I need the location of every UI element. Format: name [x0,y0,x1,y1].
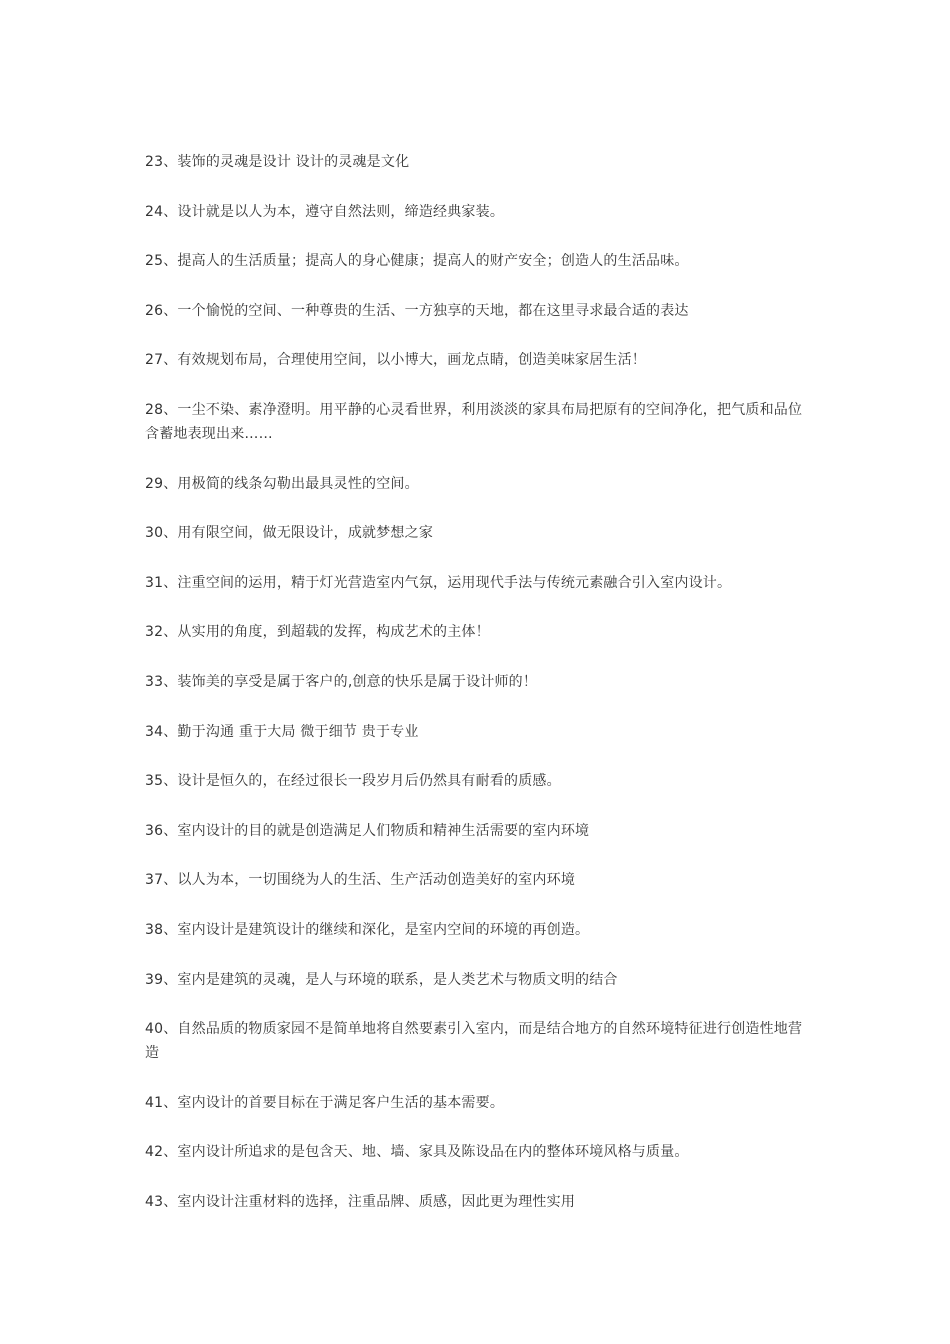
list-item-43: 43、室内设计注重材料的选择，注重品牌、质感，因此更为理性实用 [145,1193,576,1210]
list-item-38: 38、室内设计是建筑设计的继续和深化，是室内空间的环境的再创造。 [145,921,590,938]
list-item-32: 32、从实用的角度，到超载的发挥，构成艺术的主体！ [145,624,490,641]
list-item-41: 41、室内设计的首要目标在于满足客户生活的基本需要。 [145,1094,505,1111]
list-item-40: 40、自然品质的物质家园不是简单地将自然要素引入室内，而是结合地方的自然环境特征进行创造性地营造 [145,1021,803,1062]
list-item-37: 37、以人为本，一切围绕为人的生活、生产活动创造美好的室内环境 [145,872,576,889]
list-item-23: 23、装饰的灵魂是设计 设计的灵魂是文化 [145,154,410,170]
list-item-34: 34、勤于沟通 重于大局 微于细节 贵于专业 [145,723,419,740]
list-item-33: 33、装饰美的享受是属于客户的,创意的快乐是属于设计师的！ [145,673,538,690]
list-item-24: 24、设计就是以人为本，遵守自然法则，缔造经典家装。 [145,203,505,220]
list-item-35: 35、设计是恒久的，在经过很长一段岁月后仍然具有耐看的质感。 [145,773,561,790]
list-item-31: 31、注重空间的运用，精于灯光营造室内气氛，运用现代手法与传统元素融合引入室内设计。 [145,574,732,591]
list-item-28: 28、一尘不染、素净澄明。用平静的心灵看世界，利用淡淡的家具布局把原有的空间净化，把气质和品位含蓄地表现出来…… [145,401,803,442]
list-item-27: 27、有效规划布局，合理使用空间，以小博大，画龙点睛，创造美味家居生活！ [145,352,647,369]
list-item-36: 36、室内设计的目的就是创造满足人们物质和精神生活需要的室内环境 [145,822,590,839]
list-item-42: 42、室内设计所追求的是包含天、地、墙、家具及陈设品在内的整体环境风格与质量。 [145,1144,689,1161]
list-item-30: 30、用有限空间，做无限设计，成就梦想之家 [145,525,434,542]
list-item-29: 29、用极简的线条勾勒出最具灵性的空间。 [145,475,419,492]
list-item-25: 25、提高人的生活质量；提高人的身心健康；提高人的财产安全；创造人的生活品味。 [145,253,689,270]
document-body [145,150,815,1239]
list-item-39: 39、室内是建筑的灵魂，是人与环境的联系，是人类艺术与物质文明的结合 [145,971,618,988]
list-item-26: 26、一个愉悦的空间、一种尊贵的生活、一方独享的天地，都在这里寻求最合适的表达 [145,302,689,319]
